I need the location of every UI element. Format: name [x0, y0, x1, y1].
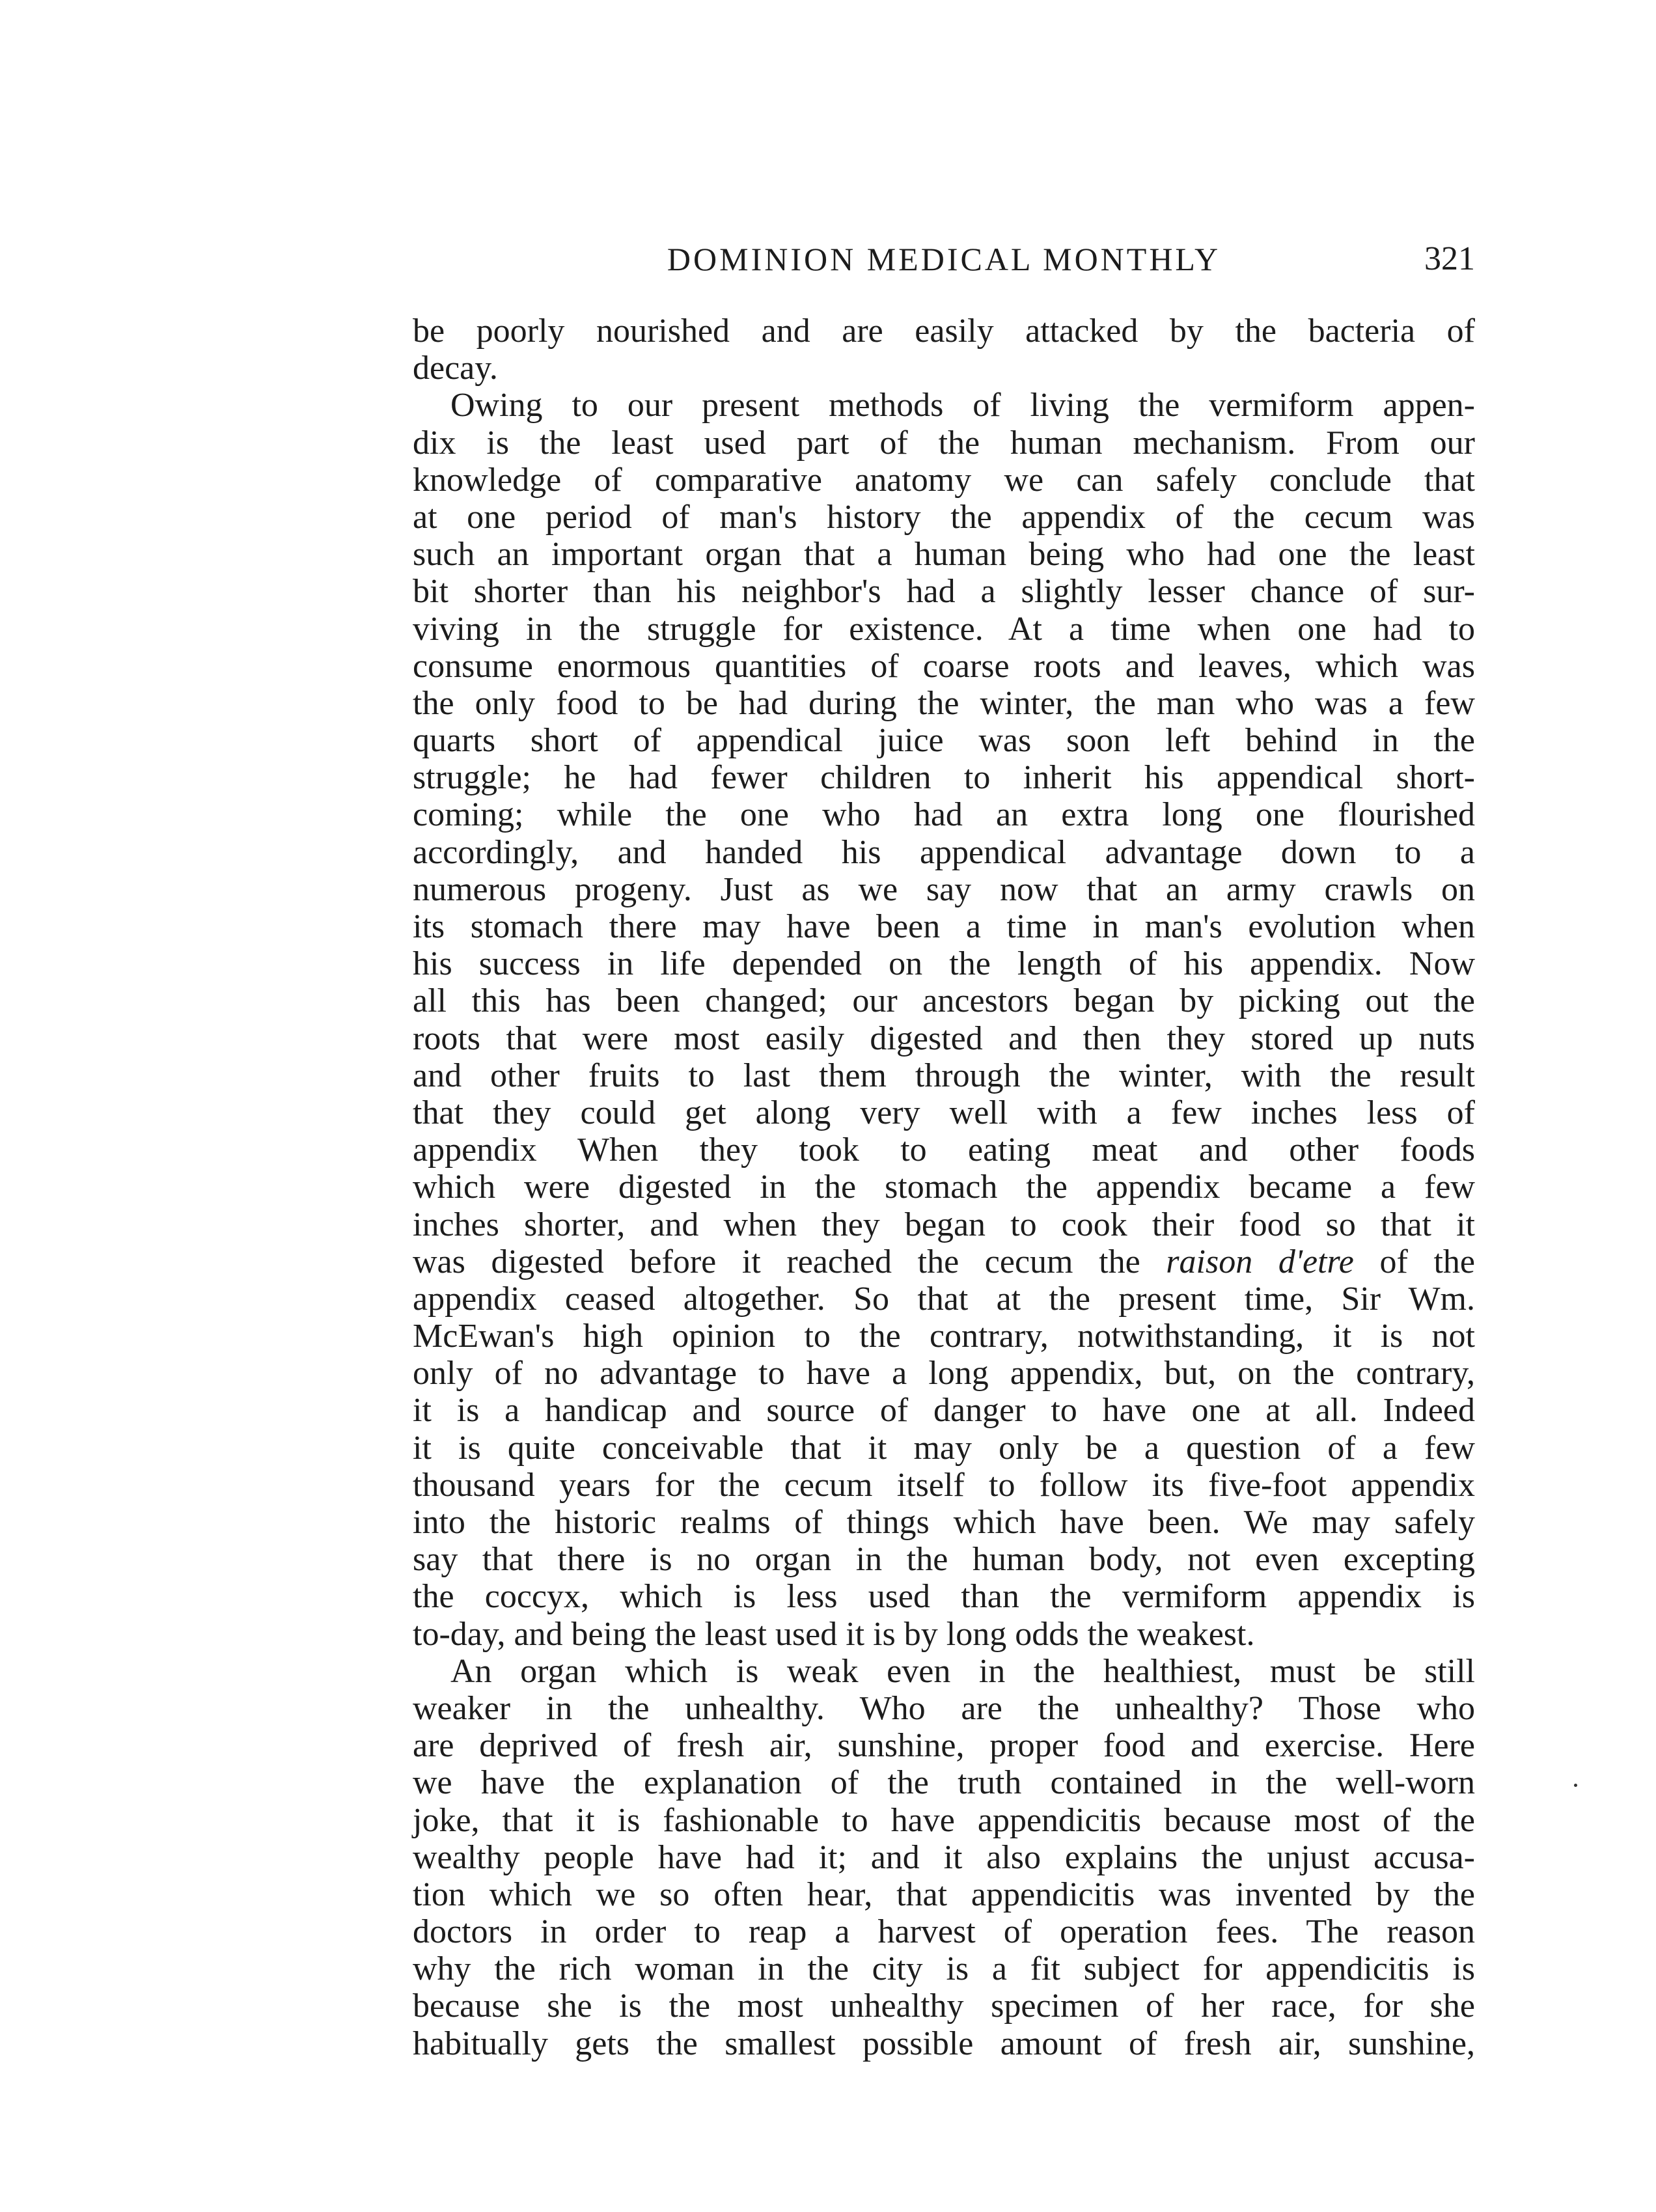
text-line: be poorly nourished and are easily attacked by the bacteria of: [413, 312, 1475, 350]
text-line: tion which we so often hear, that appendicitis was invented by the: [413, 1875, 1475, 1913]
text-line: numerous progeny. Just as we say now that an army crawls on: [413, 870, 1475, 908]
text-line: quarts short of appendical juice was soon left behind in the: [413, 722, 1475, 760]
text-line: why the rich woman in the city is a fit subject for appendicitis is: [413, 1950, 1475, 1988]
text-line: McEwan's high opinion to the contrary, notwithstanding, it is not: [413, 1318, 1475, 1355]
text-line: his success in life depended on the length of his appendix. Now: [413, 945, 1475, 983]
text-line: coming; while the one who had an extra long one flourished: [413, 796, 1475, 834]
text-segment: of the: [1353, 1243, 1475, 1280]
text-line: appendix When they took to eating meat and other foods: [413, 1131, 1475, 1169]
text-line: accordingly, and handed his appendical advantage down to a: [413, 833, 1475, 871]
text-line: because she is the most unhealthy specimen of her race, for she: [413, 1987, 1475, 2025]
text-line: all this has been changed; our ancestors began by picking out the: [413, 982, 1475, 1020]
text-line: viving in the struggle for existence. At a time when one had to: [413, 610, 1475, 648]
text-line: the coccyx, which is less used than the vermiform appendix is: [413, 1578, 1475, 1616]
text-line: to-day, and being the least used it is by long odds the weakest.: [413, 1615, 1255, 1653]
text-line: it is a handicap and source of danger to have one at all. Indeed: [413, 1392, 1475, 1430]
text-line: that they could get along very well with a few inches less of: [413, 1094, 1475, 1131]
paragraph-start-line: An organ which is weak even in the healthiest, must be still: [450, 1652, 1475, 1690]
text-line: only of no advantage to have a long appendix, but, on the contrary,: [413, 1355, 1475, 1392]
text-line-with-italic: [413, 1243, 1475, 1280]
journal-title: DOMINION MEDICAL MONTHLY: [667, 241, 1221, 277]
text-line: weaker in the unhealthy. Who are the unhealthy? Those who: [413, 1689, 1475, 1727]
body-text: [413, 312, 1475, 2062]
text-line: wealthy people have had it; and it also explains the unjust accusa-: [413, 1838, 1475, 1876]
text-line: which were digested in the stomach the appendix became a few: [413, 1168, 1475, 1206]
text-line: inches shorter, and when they began to cook their food so that it: [413, 1206, 1475, 1243]
text-line: bit shorter than his neighbor's had a slightly lesser chance of sur-: [413, 573, 1475, 611]
scan-speck: [1574, 1784, 1577, 1787]
text-line: we have the explanation of the truth contained in the well-worn: [413, 1764, 1475, 1802]
text-line: the only food to be had during the winter, the man who was a few: [413, 684, 1475, 722]
running-head: [413, 233, 1475, 285]
text-line: roots that were most easily digested and then they stored up nuts: [413, 1019, 1475, 1057]
paragraph-start-line: Owing to our present methods of living the vermiform appen-: [450, 387, 1475, 424]
text-line: dix is the least used part of the human mechanism. From our: [413, 424, 1475, 462]
page-number: 321: [1424, 240, 1475, 277]
text-line: knowledge of comparative anatomy we can safely conclude that: [413, 461, 1475, 499]
text-line: into the historic realms of things which have been. We may safely: [413, 1504, 1475, 1541]
text-line: such an important organ that a human being who had one the least: [413, 536, 1475, 574]
text-line: it is quite conceivable that it may only be a question of a few: [413, 1429, 1475, 1467]
text-line: doctors in order to reap a harvest of operation fees. The reason: [413, 1913, 1475, 1951]
text-line: its stomach there may have been a time in man's evolution when: [413, 908, 1475, 945]
text-line: struggle; he had fewer children to inherit his appendical short-: [413, 759, 1475, 797]
text-segment: was digested before it reached the cecum the: [413, 1243, 1166, 1280]
text-line: decay.: [413, 350, 498, 387]
text-line: consume enormous quantities of coarse roots and leaves, which was: [413, 647, 1475, 685]
text-line: joke, that it is fashionable to have appendicitis because most of the: [413, 1801, 1475, 1839]
text-line: are deprived of fresh air, sunshine, proper food and exercise. Here: [413, 1727, 1475, 1765]
italic-phrase: raison d'etre: [1166, 1243, 1354, 1280]
text-line: say that there is no organ in the human body, not even excepting: [413, 1541, 1475, 1579]
text-line: appendix ceased altogether. So that at the present time, Sir Wm.: [413, 1280, 1475, 1318]
text-line: thousand years for the cecum itself to follow its five-foot appendix: [413, 1466, 1475, 1504]
text-line: and other fruits to last them through the winter, with the result: [413, 1057, 1475, 1094]
text-line: at one period of man's history the appendix of the cecum was: [413, 498, 1475, 536]
text-line: habitually gets the smallest possible amount of fresh air, sunshine,: [413, 2025, 1475, 2062]
